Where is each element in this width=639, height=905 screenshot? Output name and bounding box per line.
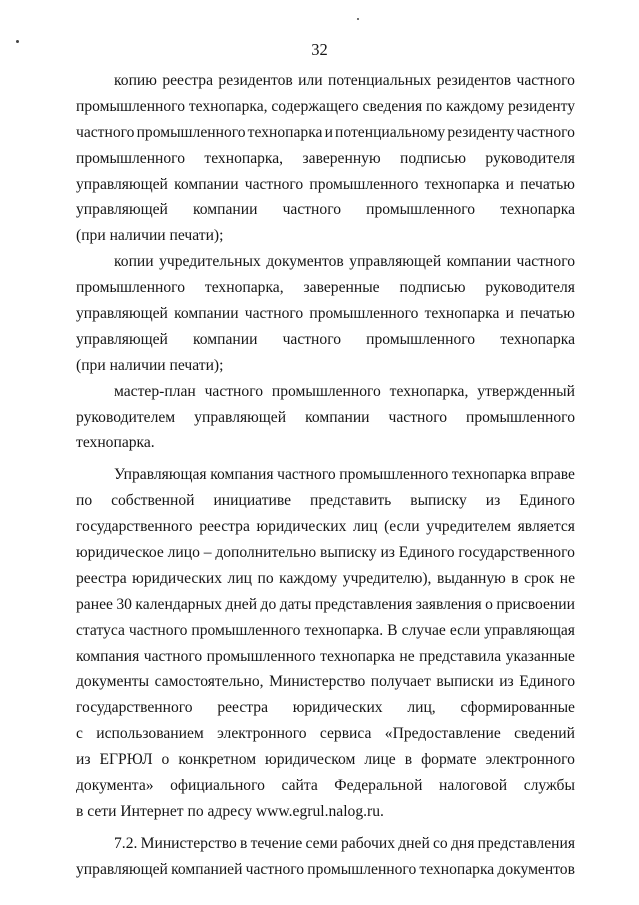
- word: частного: [516, 123, 575, 141]
- word: частного: [143, 647, 203, 665]
- text-line: [76, 379, 575, 405]
- word: ранее: [76, 595, 113, 613]
- text-line: (при наличии печати);: [76, 356, 224, 374]
- word: промышленного: [271, 382, 381, 400]
- word: выписку: [410, 492, 467, 510]
- word: технопарка.: [304, 621, 384, 639]
- document-body: [76, 68, 575, 883]
- word: юридических: [256, 518, 347, 536]
- word: «Предоставление: [384, 725, 501, 743]
- text-line: [76, 68, 575, 94]
- word: 30: [116, 595, 132, 613]
- word: со: [433, 834, 448, 852]
- word: подписью: [400, 149, 467, 167]
- word: содержащего: [271, 97, 359, 115]
- word: печатью: [520, 175, 575, 193]
- text-line: [76, 514, 575, 540]
- word: технопарка: [451, 466, 527, 484]
- word: о: [161, 751, 170, 769]
- text-line: [76, 462, 575, 488]
- word: с: [76, 725, 83, 743]
- word: дней: [398, 834, 430, 852]
- word: использованием: [96, 725, 204, 743]
- text-line: [76, 695, 575, 721]
- word: промышленного: [76, 279, 185, 297]
- word: присвоении: [496, 595, 575, 613]
- word: учредителю),: [342, 569, 432, 587]
- word: Управляющая: [114, 466, 207, 484]
- word: является: [517, 518, 575, 536]
- word: промышленного: [366, 330, 476, 348]
- text-line: [76, 540, 575, 566]
- text-line: [76, 773, 575, 799]
- word: реестра: [199, 518, 250, 536]
- word: из: [380, 544, 395, 562]
- word: сведений: [514, 725, 575, 743]
- text-line: [76, 488, 575, 514]
- word: и: [505, 175, 514, 193]
- word: в: [404, 751, 413, 769]
- word: в: [239, 834, 248, 852]
- word: представления: [477, 834, 575, 852]
- word: документов: [266, 253, 344, 271]
- word: дня: [450, 834, 475, 852]
- word: документа»: [76, 777, 154, 795]
- word: управляющей: [76, 201, 168, 219]
- word: календарных: [135, 595, 223, 613]
- word: юридических: [292, 699, 383, 717]
- word: и: [324, 123, 333, 141]
- word: статуса: [76, 621, 125, 639]
- scan-speck: [357, 18, 359, 20]
- word: не: [399, 647, 415, 665]
- word: заверенные: [303, 279, 380, 297]
- word: частного: [388, 408, 447, 426]
- word: резиденту: [447, 123, 515, 141]
- word: самостоятельно,: [154, 673, 264, 691]
- word: если: [449, 621, 481, 639]
- word: семи: [305, 834, 338, 852]
- word: документов: [497, 860, 575, 878]
- text-line: [76, 831, 575, 857]
- word: компании: [193, 330, 258, 348]
- word: технопарка: [424, 305, 500, 323]
- text-line: [76, 146, 575, 172]
- word: технопарка: [500, 201, 575, 219]
- word: управляющей: [76, 330, 168, 348]
- word: сервиса: [319, 725, 372, 743]
- word: конкретном: [178, 751, 257, 769]
- word: не: [559, 569, 575, 587]
- paragraph: [76, 249, 575, 378]
- word: В: [387, 621, 398, 639]
- word: государственного: [76, 518, 193, 536]
- word: каждому: [279, 569, 338, 587]
- word: инициативе: [213, 492, 292, 510]
- text-line: [76, 94, 575, 120]
- word: технопарка: [247, 123, 323, 141]
- word: управляющей: [76, 860, 168, 878]
- word: промышленного: [309, 305, 419, 323]
- word: мастер-план: [114, 382, 196, 400]
- word: формате: [421, 751, 477, 769]
- word: документы: [76, 673, 150, 691]
- word: промышленного: [366, 201, 476, 219]
- word: технопарка: [500, 330, 575, 348]
- word: лиц: [353, 518, 378, 536]
- word: юридическое: [76, 544, 164, 562]
- word: юридических: [132, 569, 223, 587]
- word: заявления: [415, 595, 482, 613]
- paragraph: [76, 379, 575, 457]
- word: из: [76, 751, 91, 769]
- word: получает: [370, 673, 431, 691]
- word: представить: [310, 492, 392, 510]
- word: юридическом: [265, 751, 356, 769]
- word: представила: [419, 647, 502, 665]
- page-number: 32: [311, 40, 328, 59]
- text-line: [76, 721, 575, 747]
- text-line: [76, 172, 575, 198]
- word: копии: [114, 253, 154, 271]
- text-line: [76, 857, 575, 883]
- text-line: [76, 249, 575, 275]
- word: выданную: [436, 569, 506, 587]
- word: резидентов: [218, 72, 293, 89]
- word: частного: [277, 466, 336, 484]
- word: по: [426, 97, 443, 115]
- word: промышленного: [309, 175, 419, 193]
- word: реестра: [217, 699, 269, 717]
- text-line: [76, 301, 575, 327]
- word: промышленного: [339, 466, 449, 484]
- word: лицо: [167, 544, 200, 562]
- text-line: [76, 275, 575, 301]
- word: (если: [384, 518, 420, 536]
- word: 7.2.: [114, 834, 138, 852]
- word: сведения: [362, 97, 423, 115]
- word: случае: [401, 621, 446, 639]
- word: утвержденный: [477, 382, 575, 400]
- word: Министерство: [140, 834, 237, 852]
- word: промышленного: [307, 860, 417, 878]
- word: службы: [523, 777, 575, 795]
- word: управляющая: [484, 621, 575, 639]
- word: Единого: [519, 492, 575, 510]
- word: частного: [244, 305, 304, 323]
- word: частного: [516, 253, 575, 271]
- word: сформированные: [460, 699, 575, 717]
- word: частного: [282, 330, 342, 348]
- word: копию: [114, 72, 157, 89]
- word: Единого: [519, 673, 575, 691]
- word: дополнительно: [215, 544, 317, 562]
- word: управляющей: [76, 175, 168, 193]
- word: из: [485, 492, 501, 510]
- word: из: [499, 673, 514, 691]
- word: руководителем: [76, 408, 176, 426]
- word: частного: [204, 382, 264, 400]
- word: компании: [305, 408, 370, 426]
- word: технопарка,: [204, 279, 284, 297]
- word: промышленного: [76, 97, 185, 115]
- word: технопарка: [320, 647, 395, 665]
- word: компании: [193, 201, 258, 219]
- text-line: технопарка.: [76, 434, 155, 452]
- text-line: [76, 669, 575, 695]
- word: электронного: [217, 725, 307, 743]
- text-line: [76, 566, 575, 592]
- word: представления: [314, 595, 413, 613]
- word: дней: [225, 595, 258, 613]
- word: промышленного: [206, 647, 316, 665]
- word: потенциальному: [335, 123, 446, 141]
- text-line: [76, 618, 575, 644]
- word: даты: [279, 595, 312, 613]
- word: указанные: [505, 647, 575, 665]
- word: частного: [282, 201, 342, 219]
- word: –: [203, 544, 212, 562]
- word: ЕГРЮЛ: [99, 751, 153, 769]
- word: частного: [244, 175, 304, 193]
- word: технопарка: [424, 175, 500, 193]
- word: заверенную: [302, 149, 381, 167]
- word: о: [485, 595, 493, 613]
- text-line: [76, 120, 575, 146]
- text-line: [76, 644, 575, 670]
- word: в: [511, 569, 519, 587]
- word: до: [260, 595, 277, 613]
- paragraph: [76, 68, 575, 249]
- text-line: [76, 405, 575, 431]
- word: компанией: [171, 860, 243, 878]
- word: руководителя: [485, 279, 575, 297]
- word: лиц,: [407, 699, 436, 717]
- word: электронного: [485, 751, 575, 769]
- word: резидентов: [436, 72, 512, 89]
- word: учредительных: [159, 253, 261, 271]
- word: срок: [524, 569, 555, 587]
- word: официального: [170, 777, 265, 795]
- text-line: [76, 747, 575, 773]
- text-line: в сети Интернет по адресу www.egrul.nalog.ru.: [76, 802, 384, 820]
- word: промышленного: [76, 149, 185, 167]
- word: частного: [516, 72, 575, 89]
- word: реестра: [162, 72, 213, 89]
- word: государственного: [458, 544, 575, 562]
- word: технопарка: [419, 860, 495, 878]
- word: выписку: [320, 544, 377, 562]
- word: налоговой: [438, 777, 508, 795]
- word: резиденту: [507, 97, 575, 115]
- word: по: [76, 492, 93, 510]
- word: компании: [174, 305, 239, 323]
- word: управляющей: [194, 408, 287, 426]
- word: частного: [76, 123, 135, 141]
- paragraph: [76, 462, 575, 824]
- paragraph: [76, 831, 575, 883]
- word: промышленного: [466, 408, 575, 426]
- word: компания: [76, 647, 140, 665]
- word: каждому: [446, 97, 505, 115]
- word: технопарка,: [204, 149, 284, 167]
- word: печатью: [520, 305, 575, 323]
- word: лице: [364, 751, 396, 769]
- word: потенциальных: [328, 72, 432, 89]
- word: учредителем: [426, 518, 512, 536]
- word: Федеральной: [334, 777, 423, 795]
- word: промышленного: [191, 621, 301, 639]
- word: лиц: [227, 569, 253, 587]
- text-line: [76, 592, 575, 618]
- word: подписью: [399, 279, 466, 297]
- word: управляющей: [349, 253, 442, 271]
- word: технопарка,: [389, 382, 469, 400]
- word: частного: [245, 860, 305, 878]
- word: и: [505, 305, 514, 323]
- word: или: [298, 72, 323, 89]
- word: рабочих: [341, 834, 396, 852]
- word: вправе: [530, 466, 575, 484]
- text-line: (при наличии печати);: [76, 227, 224, 245]
- word: управляющей: [76, 305, 168, 323]
- word: промышленного: [136, 123, 246, 141]
- text-line: [76, 327, 575, 353]
- word: течение: [250, 834, 303, 852]
- word: компании: [174, 175, 239, 193]
- word: государственного: [76, 699, 193, 717]
- word: Единого: [398, 544, 455, 562]
- word: руководителя: [485, 149, 575, 167]
- word: собственной: [111, 492, 195, 510]
- word: по: [257, 569, 274, 587]
- word: сайта: [281, 777, 318, 795]
- word: компания: [210, 466, 274, 484]
- word: Министерство: [269, 673, 366, 691]
- word: частного: [128, 621, 188, 639]
- text-line: [76, 197, 575, 223]
- word: технопарка,: [188, 97, 268, 115]
- word: выписки: [436, 673, 494, 691]
- word: компании: [446, 253, 512, 271]
- word: реестра: [76, 569, 127, 587]
